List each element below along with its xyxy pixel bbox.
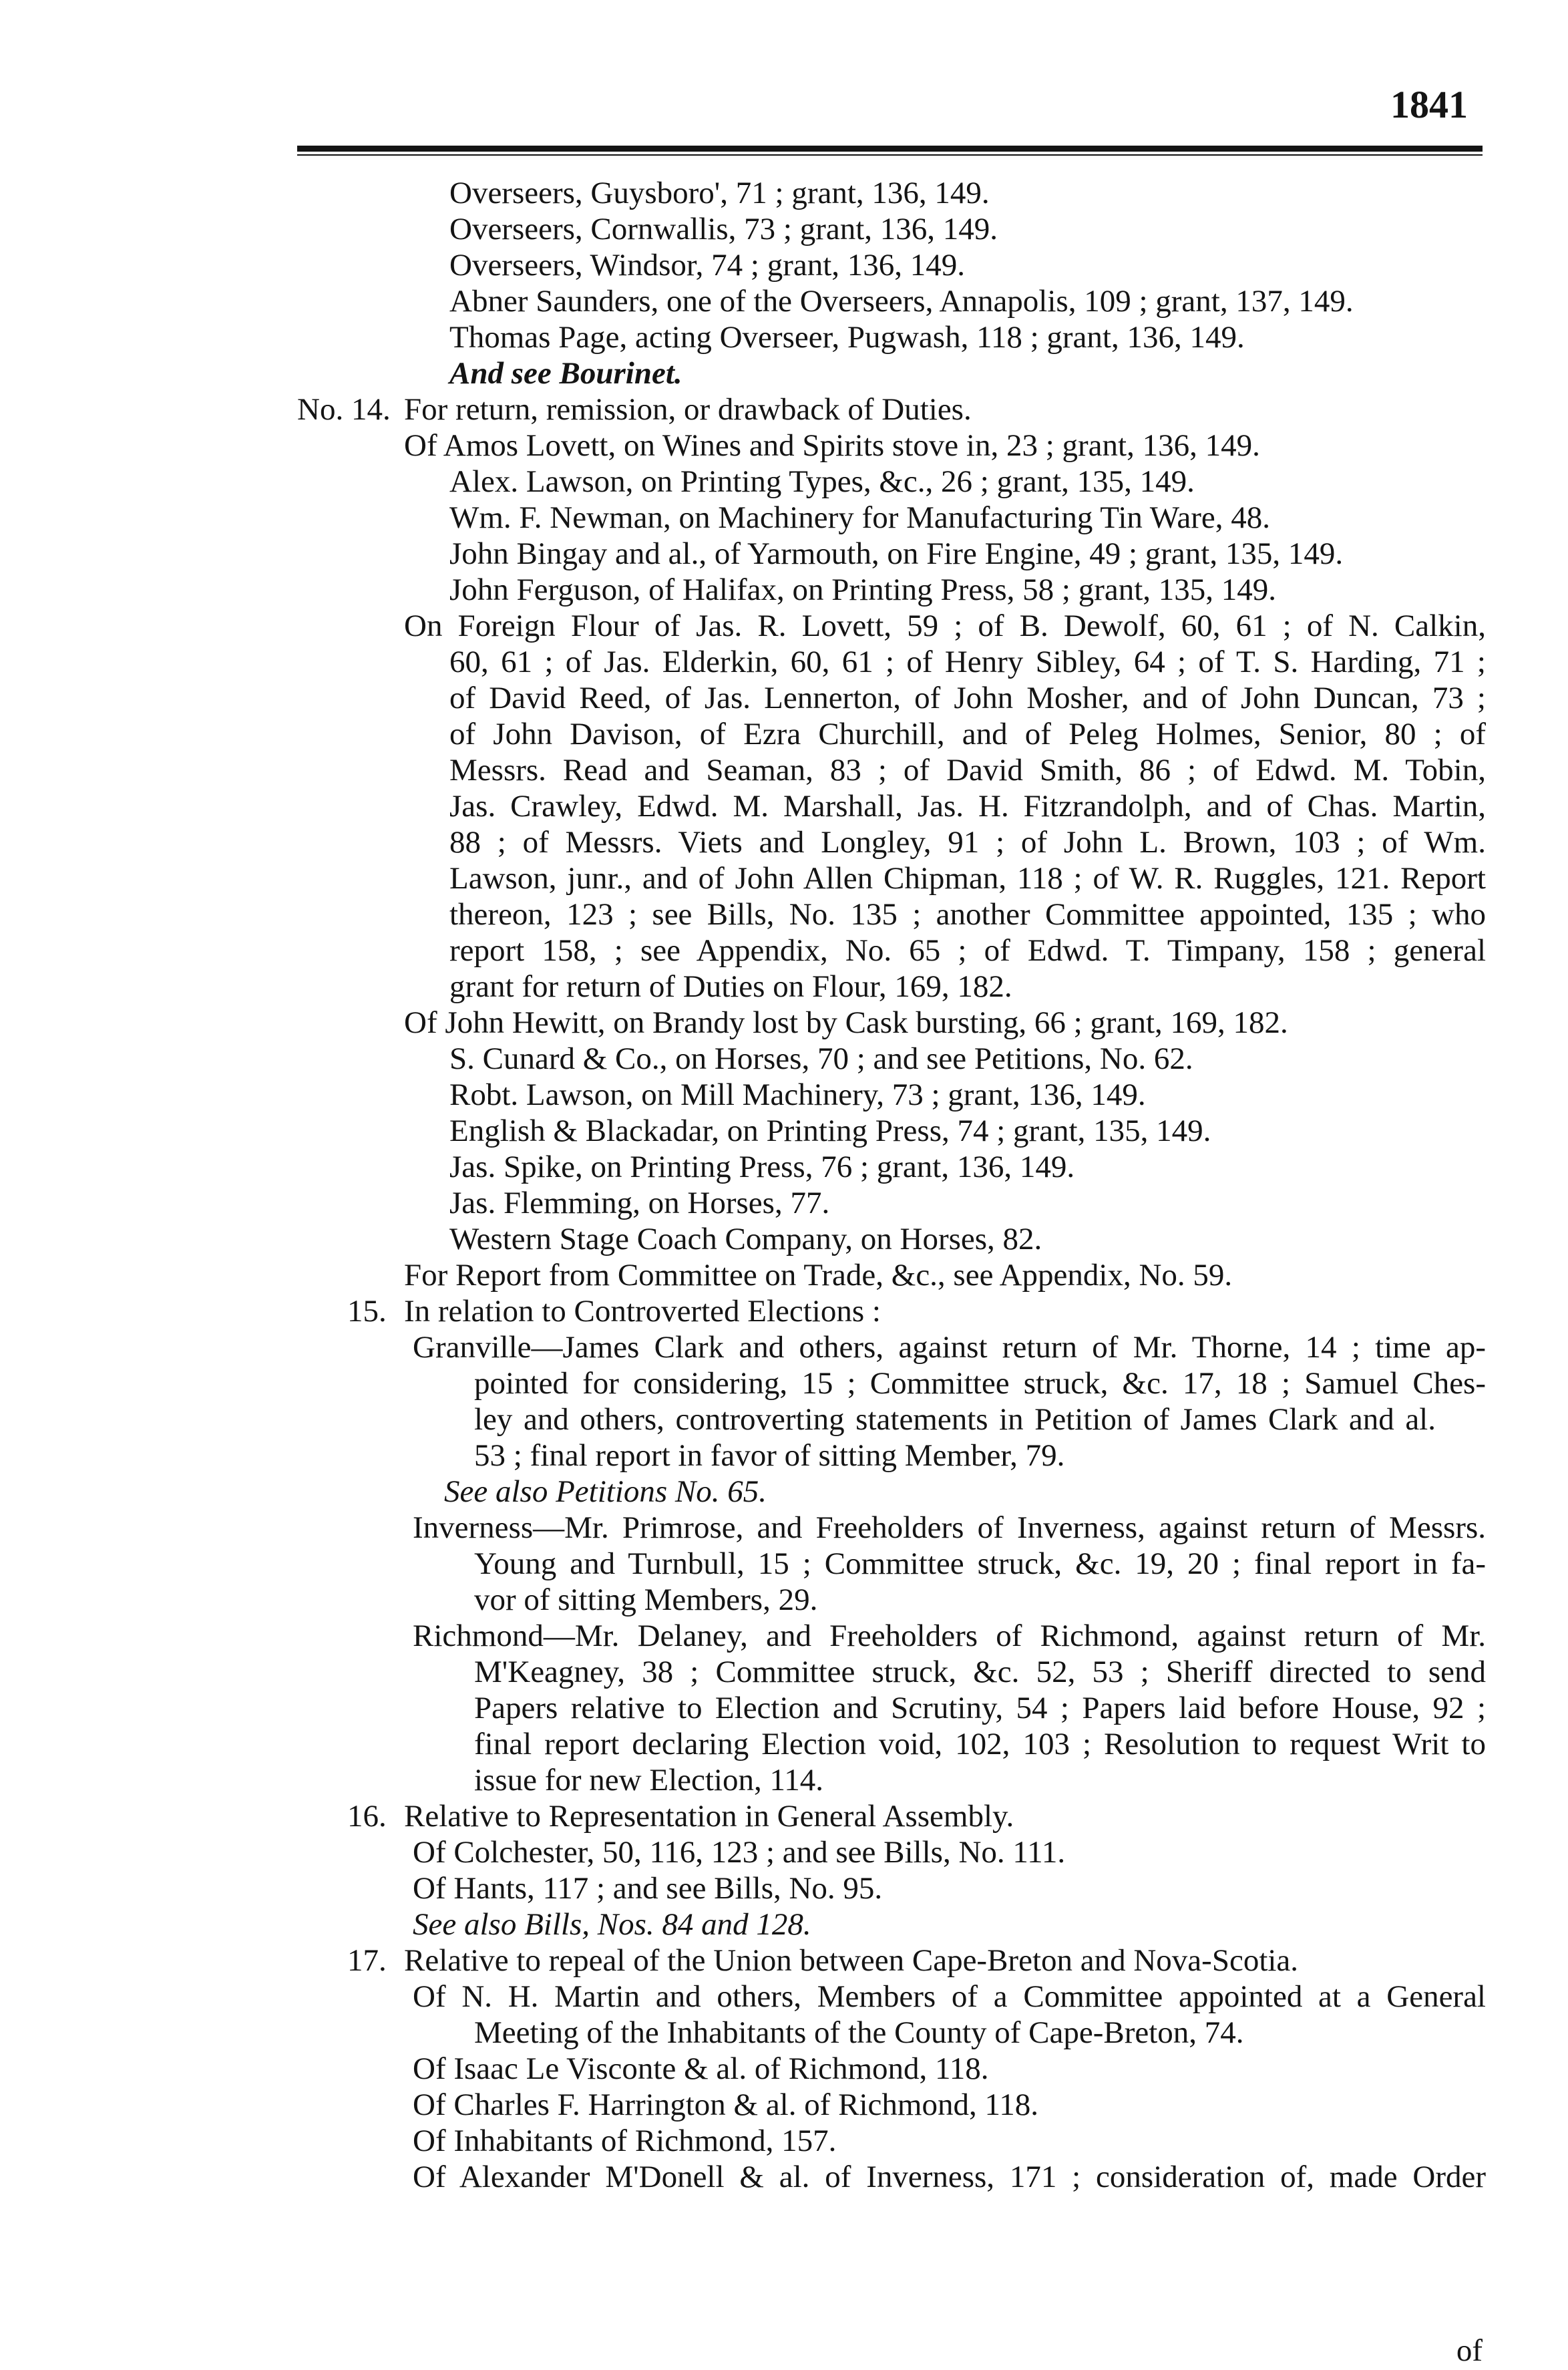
index-line: Inverness—Mr. Primrose, and Freeholders of Inverness, against return of Messrs. [413,1510,1486,1545]
entry-heading: Relative to repeal of the Union between Cape-Breton and Nova-Scotia. [404,1943,1299,1978]
entry-number: 17. [347,1943,387,1978]
index-line: Alex. Lawson, on Printing Types, &c., 26 ; grant, 135, 149. [449,464,1195,499]
index-line: Of Amos Lovett, on Wines and Spirits stove in, 23 ; grant, 136, 149. [404,428,1260,463]
index-line: Lawson, junr., and of John Allen Chipman, 118 ; of W. R. Ruggles, 121. Report [449,861,1486,896]
index-line: Jas. Spike, on Printing Press, 76 ; grant, 136, 149. [449,1150,1075,1184]
index-line: Overseers, Cornwallis, 73 ; grant, 136, 149. [449,212,998,246]
index-line: Thomas Page, acting Overseer, Pugwash, 118 ; grant, 136, 149. [449,320,1245,355]
index-line: English & Blackadar, on Printing Press, 74 ; grant, 135, 149. [449,1114,1211,1148]
index-line: Jas. Crawley, Edwd. M. Marshall, Jas. H. Fitzrandolph, and of Chas. Martin, [449,789,1486,824]
index-line: For Report from Committee on Trade, &c., see Appendix, No. 59. [404,1258,1233,1293]
index-line: Of Charles F. Harrington & al. of Richmond, 118. [413,2087,1038,2122]
index-line: report 158, ; see Appendix, No. 65 ; of Edwd. T. Timpany, 158 ; general [449,933,1486,968]
index-line: Western Stage Coach Company, on Horses, 82. [449,1222,1042,1256]
index-line: Abner Saunders, one of the Overseers, Annapolis, 109 ; grant, 137, 149. [449,284,1354,319]
entry-number: No. 14. [297,392,391,427]
index-line: John Ferguson, of Halifax, on Printing Press, 58 ; grant, 135, 149. [449,572,1277,607]
index-line: S. Cunard & Co., on Horses, 70 ; and see Petitions, No. 62. [449,1041,1193,1076]
index-line: Of Inhabitants of Richmond, 157. [413,2124,837,2158]
entry-heading: Relative to Representation in General Assembly. [404,1799,1014,1834]
entry-number: 15. [347,1294,387,1329]
index-line: thereon, 123 ; see Bills, No. 135 ; another Committee appointed, 135 ; who [449,897,1486,932]
index-line: Wm. F. Newman, on Machinery for Manufacturing Tin Ware, 48. [449,500,1271,535]
header-rule [297,146,1483,152]
index-line: Of John Hewitt, on Brandy lost by Cask bursting, 66 ; grant, 169, 182. [404,1005,1288,1040]
index-line: Overseers, Windsor, 74 ; grant, 136, 149. [449,248,966,283]
index-line: Robt. Lawson, on Mill Machinery, 73 ; grant, 136, 149. [449,1077,1146,1112]
page-year: 1841 [1390,83,1468,126]
index-line: Granville—James Clark and others, against return of Mr. Thorne, 14 ; time ap- [413,1330,1486,1365]
index-line: M'Keagney, 38 ; Committee struck, &c. 52, 53 ; Sheriff directed to send [474,1655,1486,1689]
index-line: ley and others, controverting statements in Petition of James Clark and al. [474,1402,1436,1437]
entry-heading: In relation to Controverted Elections : [404,1294,881,1329]
index-line: Richmond—Mr. Delaney, and Freeholders of Richmond, against return of Mr. [413,1619,1486,1653]
index-line: Of N. H. Martin and others, Members of a Committee appointed at a General [413,1979,1486,2014]
index-line: Meeting of the Inhabitants of the County of Cape-Breton, 74. [474,2015,1244,2050]
index-cross-reference: See also Bills, Nos. 84 and 128. [413,1907,811,1942]
index-line: grant for return of Duties on Flour, 169, 182. [449,969,1012,1004]
index-line: Messrs. Read and Seaman, 83 ; of David Smith, 86 ; of Edwd. M. Tobin, [449,753,1486,788]
index-line: John Bingay and al., of Yarmouth, on Fire Engine, 49 ; grant, 135, 149. [449,536,1344,571]
index-line: issue for new Election, 114. [474,1763,823,1798]
index-line: Of Isaac Le Visconte & al. of Richmond, 118. [413,2051,989,2086]
index-line: pointed for considering, 15 ; Committee struck, &c. 17, 18 ; Samuel Ches- [474,1366,1486,1401]
entry-heading: For return, remission, or drawback of Duties. [404,392,972,427]
header-rule-thin [297,154,1483,156]
index-line: vor of sitting Members, 29. [474,1582,818,1617]
entry-number: 16. [347,1799,387,1834]
index-line: of David Reed, of Jas. Lennerton, of John Mosher, and of John Duncan, 73 ; [449,681,1486,715]
index-line: final report declaring Election void, 102, 103 ; Resolution to request Writ to [474,1727,1486,1761]
index-line: Young and Turnbull, 15 ; Committee struck, &c. 19, 20 ; final report in fa- [474,1546,1486,1581]
index-line: 88 ; of Messrs. Viets and Longley, 91 ; of John L. Brown, 103 ; of Wm. [449,825,1486,860]
index-cross-reference: And see Bourinet. [449,356,682,391]
catchword: of [1456,2333,1483,2368]
index-cross-reference: See also Petitions No. 65. [444,1474,767,1509]
index-line: Papers relative to Election and Scrutiny, 54 ; Papers laid before House, 92 ; [474,1691,1486,1725]
index-line: 60, 61 ; of Jas. Elderkin, 60, 61 ; of Henry Sibley, 64 ; of T. S. Harding, 71 ; [449,645,1486,679]
index-line: Overseers, Guysboro', 71 ; grant, 136, 149. [449,176,990,210]
index-line: of John Davison, of Ezra Churchill, and of Peleg Holmes, Senior, 80 ; of [449,717,1486,751]
index-line: Of Alexander M'Donell & al. of Inverness, 171 ; consideration of, made Order [413,2160,1486,2194]
index-line: On Foreign Flour of Jas. R. Lovett, 59 ; of B. Dewolf, 60, 61 ; of N. Calkin, [404,609,1486,643]
index-line: Of Colchester, 50, 116, 123 ; and see Bills, No. 111. [413,1835,1066,1870]
index-line: Jas. Flemming, on Horses, 77. [449,1186,830,1220]
index-line: 53 ; final report in favor of sitting Member, 79. [474,1438,1065,1473]
index-line: Of Hants, 117 ; and see Bills, No. 95. [413,1871,883,1906]
